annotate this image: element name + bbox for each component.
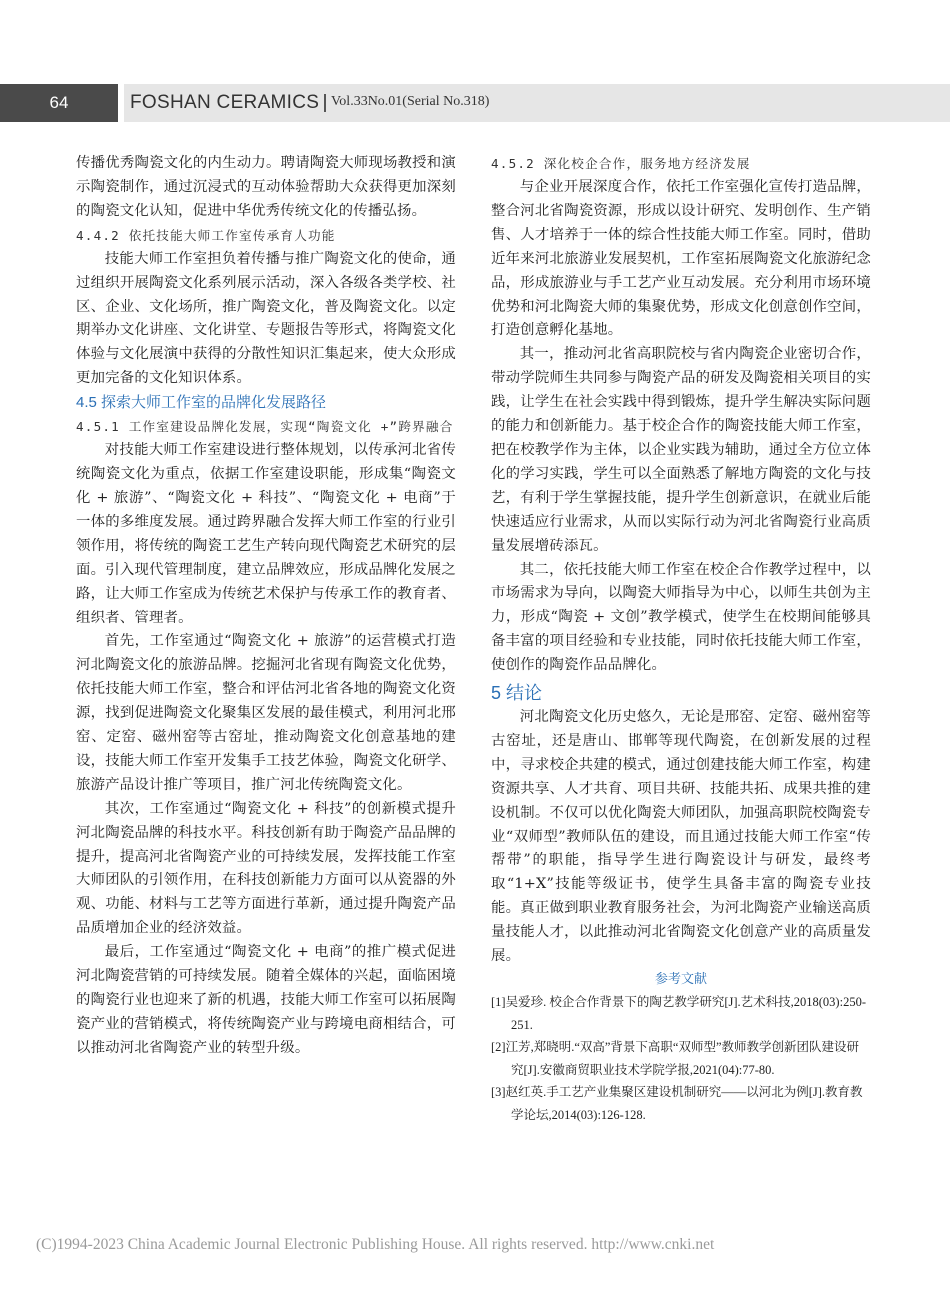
body-paragraph: 其次，工作室通过“陶瓷文化 + 科技”的创新模式提升河北陶瓷品牌的科技水平。科技创新有助于陶瓷产品品牌的提升，提高河北省陶瓷产业的可持续发展，发挥技能工作室大师团队的引领作用，在科技创新能力方面可以从瓷器的外观、功能、材料与工艺等方面进行革新，通过提升陶瓷产品品质增加企业的经济效益。 xyxy=(76,800,456,937)
subsection-heading-4-4-2: 4.4.2 依托技能大师工作室传承育人功能 xyxy=(76,227,336,243)
body-paragraph: 其一，推动河北省高职院校与省内陶瓷企业密切合作，带动学院师生共同参与陶瓷产品的研发及陶瓷相关项目的实践，让学生在社会实践中得到锻炼，提升学生解决实际问题的能力和创新能力。基于校企合作的陶瓷技能大师工作室，把在校教学作为主体，以企业实践为辅助，通过全方位立体化的学习实践，学生可以全面熟悉了解地方陶瓷的文化与技艺，有利于学生掌握技能，提升学生创新意识，在就业后能快速适应行业需求，从而以实际行动为河北省陶瓷行业高质量发展增砖添瓦。 xyxy=(491,346,871,554)
reference-item: [1]吴爱珍. 校企合作背景下的陶艺教学研究[J].艺术科技,2018(03):250-251. xyxy=(491,995,866,1032)
reference-item: [2]江芳,郑晓明.“双高”背景下高职“双师型”教师教学创新团队建设研究[J].安徽商贸职业技术学院学报,2021(04):77-80. xyxy=(491,1040,860,1077)
body-paragraph: 首先，工作室通过“陶瓷文化 + 旅游”的运营模式打造河北陶瓷文化的旅游品牌。挖掘河北省现有陶瓷文化优势，依托技能大师工作室，整合和评估河北省各地的陶瓷文化资源，找到促进陶瓷文化聚集区发展的最佳模式，利用河北邢窑、定窑、磁州窑等古窑址，推动陶瓷文化创意基地的建设，技能大师工作室开发集手工技艺体验，陶瓷文化研学、旅游产品设计推广等项目，推广河北传统陶瓷文化。 xyxy=(76,633,456,793)
body-paragraph: 其二，依托技能大师工作室在校企合作教学过程中，以市场需求为导向，以陶瓷大师指导为中心，以师生共创为主力，形成“陶瓷 + 文创”教学模式，使学生在校期间能够具备丰富的项目经验和专业技能，同时依托技能大师工作室，使创作的陶瓷作品品牌化。 xyxy=(491,561,871,674)
running-header xyxy=(0,84,950,122)
body-paragraph: 技能大师工作室担负着传播与推广陶瓷文化的使命，通过组织开展陶瓷文化系列展示活动，深入各级各类学校、社区、企业、文化场所，推广陶瓷文化，普及陶瓷文化。以定期举办文化讲座、文化讲堂、专题报告等形式，将陶瓷文化体验与文化展演中获得的分散性知识汇集起来，使大众形成更加完备的文化知识体系。 xyxy=(76,250,456,387)
body-paragraph: 传播优秀陶瓷文化的内生动力。聘请陶瓷大师现场教授和演示陶瓷制作，通过沉浸式的互动体验帮助大众获得更加深刻的陶瓷文化认知，促进中华优秀传统文化的传播弘扬。 xyxy=(76,155,456,219)
body-paragraph: 与企业开展深度合作，依托工作室强化宣传打造品牌，整合河北省陶瓷资源，形成以设计研究、发明创作、生产销售、人才培养于一体的综合性技能大师工作室。同时，借助近年来河北旅游业发展契机，工作室拓展陶瓷文化旅游纪念品，形成旅游业与手工艺产业互动发展。充分利用市场环境优势和河北陶瓷大师的集聚优势，形成文化创意创作空间，打造创意孵化基地。 xyxy=(491,179,871,339)
subsection-heading-4-5-1: 4.5.1 工作室建设品牌化发展，实现“陶瓷文化 +”跨界融合 xyxy=(76,419,454,435)
right-column xyxy=(491,152,871,1126)
body-paragraph: 最后，工作室通过“陶瓷文化 + 电商”的推广模式促进河北陶瓷营销的可持续发展。随着全媒体的兴起，面临困境的陶瓷行业也迎来了新的机遇，技能大师工作室可以拓展陶瓷产业的营销模式，将传统陶瓷产业与跨境电商相结合，可以推动河北省陶瓷产业的转型升级。 xyxy=(76,944,456,1056)
section-heading-conclusion: 5 结论 xyxy=(491,683,543,704)
reference-item: [3]赵红英.手工艺产业集聚区建设机制研究——以河北为例[J].教育教学论坛,2014(03):126-128. xyxy=(491,1085,863,1122)
journal-name: FOSHAN CERAMICS xyxy=(130,92,320,113)
subsection-heading-4-5-2: 4.5.2 深化校企合作，服务地方经济发展 xyxy=(491,156,751,171)
section-heading-4-5: 4.5 探索大师工作室的品牌化发展路径 xyxy=(76,394,327,412)
header-divider-bar xyxy=(118,84,124,122)
page-number: 64 xyxy=(0,84,118,122)
header-separator xyxy=(324,94,326,112)
copyright-footer: (C)1994-2023 China Academic Journal Electronic Publishing House. All rights reserved. http://www.cnki.net xyxy=(36,1236,715,1253)
journal-volume: Vol.33No.01(Serial No.318) xyxy=(331,94,490,109)
left-column xyxy=(76,152,456,1061)
references-heading: 参考文献 xyxy=(654,972,707,987)
body-paragraph: 对技能大师工作室建设进行整体规划，以传承河北省传统陶瓷文化为重点，依据工作室建设职能，形成集“陶瓷文化 + 旅游”、“陶瓷文化 + 科技”、“陶瓷文化 + 电商”于一体的多维度发展。通过跨界融合发挥大师工作室的行业引领作用，将传统的陶瓷工艺生产转向现代陶瓷艺术研究的层面。引入现代管理制度，建立品牌效应，形成品牌化发展之路，让大师工作室成为传统艺术保护与传承工作的教育者、组织者、管理者。 xyxy=(76,442,456,626)
body-paragraph: 河北陶瓷文化历史悠久，无论是邢窑、定窑、磁州窑等古窑址，还是唐山、邯郸等现代陶瓷，在创新发展的过程中，寻求校企共建的模式，通过创建技能大师工作室，构建资源共享、人才共育、项目共研、技能共拓、成果共推的建设机制。不仅可以优化陶瓷大师团队，加强高职院校陶瓷专业“双师型”教师队伍的建设，而且通过技能大师工作室“传帮带”的职能，指导学生进行陶瓷设计与研发，最终考取“1+X”技能等级证书，使学生具备丰富的陶瓷专业技能。真正做到职业教育服务社会，为河北陶瓷产业输送高质量技能人才，以此推动河北省陶瓷文化创意产业的高质量发展。 xyxy=(491,709,871,965)
